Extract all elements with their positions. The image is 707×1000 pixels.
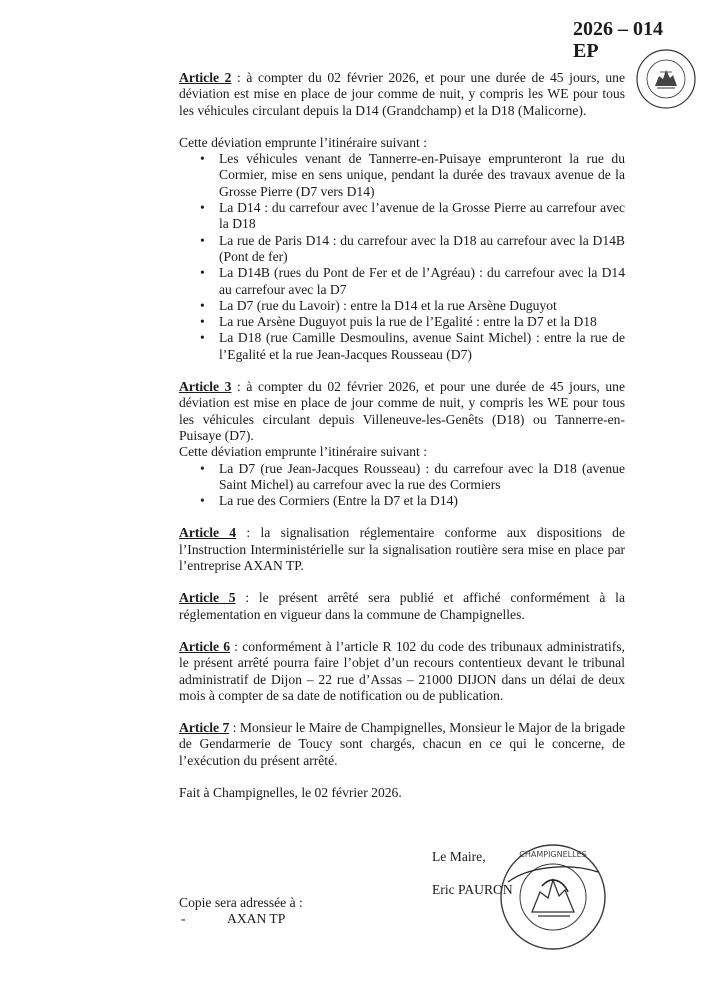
copy-dash: - [181, 911, 186, 927]
article-2-label: Article 2 [179, 70, 232, 85]
signatory-title: Le Maire, [432, 849, 486, 864]
official-seal-icon [498, 842, 608, 952]
article-2-itinerary-list [179, 151, 625, 363]
list-item: • La D7 (rue du Lavoir) : entre la D14 et la rue Arsène Duguyot [179, 298, 625, 314]
closing-place-date: Fait à Champignelles, le 02 février 2026. [179, 784, 402, 800]
document-body [179, 70, 625, 801]
reference-number: 2026 – 014 [573, 18, 663, 40]
article-2 [179, 70, 625, 119]
article-3-itinerary-list [179, 461, 625, 510]
copy-intro: Copie sera adressée à : [179, 895, 303, 910]
article-3-itinerary-intro: Cette déviation emprunte l’itinéraire suivant : [179, 444, 428, 460]
list-item: • La rue des Cormiers (Entre la D7 et la D14) [179, 493, 625, 509]
article-5-text: : le présent arrêté sera publié et affiché conformément à la réglementation en vigueur dans la commune de Champignelles. [179, 590, 625, 622]
article-3 [179, 379, 625, 444]
reference-code: EP [573, 40, 599, 62]
list-item: • Les véhicules venant de Tannerre-en-Puisaye emprunteront la rue du Cormier, mise en sens unique, pendant la durée des travaux avenue de la Grosse Pierre (D7 vers D14) [179, 151, 625, 200]
list-item: • La rue de Paris D14 : du carrefour avec la D18 au carrefour avec la D14B (Pont de fer) [179, 233, 625, 266]
article-4-label: Article 4 [179, 525, 237, 541]
mairie-stamp-icon [635, 48, 697, 110]
article-7-label: Article 7 [179, 720, 230, 736]
article-3-text: : à compter du 02 février 2026, et pour une durée de 45 jours, une déviation est mise en place de jour comme de nuit, y compris les WE pour tous les véhicules circulant depuis Villeneuve-les-Genêts (D18) ou Tannerre-en-Puisaye (D7). [179, 379, 625, 443]
article-6 [179, 639, 625, 704]
list-item: • La rue Arsène Duguyot puis la rue de l’Egalité : entre la D7 et la D18 [179, 314, 625, 330]
article-5-label: Article 5 [179, 590, 236, 606]
article-4 [179, 525, 625, 574]
article-3-label: Article 3 [179, 379, 232, 395]
signatory-name: Eric PAURON [432, 882, 513, 898]
article-2-itinerary-intro: Cette déviation emprunte l’itinéraire suivant : [179, 134, 428, 150]
article-6-text: : conformément à l’article R 102 du code des tribunaux administratifs, le présent arrêté pourra faire l’objet d’un recours contentieux devant le tribunal administratif de Dijon – 22 rue d’Assas – 21000 DIJON dans un délai de deux mois à compter de sa date de notification ou de publication. [179, 638, 625, 703]
article-6-label: Article 6 [179, 638, 231, 654]
list-item: • La D7 (rue Jean-Jacques Rousseau) : du carrefour avec la D18 (avenue Saint Michel) au carrefour avec la rue des Cormiers [179, 461, 625, 494]
list-item: • La D18 (rue Camille Desmoulins, avenue Saint Michel) : entre la rue de l’Egalité et la rue Jean-Jacques Rousseau (D7) [179, 330, 625, 363]
article-7 [179, 720, 625, 769]
copy-block [179, 895, 303, 928]
article-5 [179, 590, 625, 623]
article-7-text: : Monsieur le Maire de Champignelles, Monsieur le Major de la brigade de Gendarmerie de Toucy sont chargés, chacun en ce qui le concerne, de l’exécution du présent arrêté. [179, 720, 626, 768]
copy-recipient: AXAN TP [227, 911, 286, 927]
copy-recipient-row [179, 911, 303, 927]
list-item: • La D14B (rues du Pont de Fer et de l’Agréau) : du carrefour avec la D14 au carrefour avec la D7 [179, 265, 625, 298]
article-4-text: : la signalisation réglementaire conforme aux dispositions de l’Instruction Interministérielle sur la signalisation routière sera mise en place par l’entreprise AXAN TP. [179, 525, 625, 574]
article-2-text: : à compter du 02 février 2026, et pour une durée de 45 jours, une déviation est mise en place de jour comme de nuit, y compris les WE pour tous les véhicules circulant depuis la D14 (Grandchamp) et la D18 (Malicorne). [179, 70, 625, 118]
svg-text:CHAMPIGNELLES: CHAMPIGNELLES [519, 850, 587, 859]
list-item: • La D14 : du carrefour avec l’avenue de la Grosse Pierre au carrefour avec la D18 [179, 200, 625, 233]
